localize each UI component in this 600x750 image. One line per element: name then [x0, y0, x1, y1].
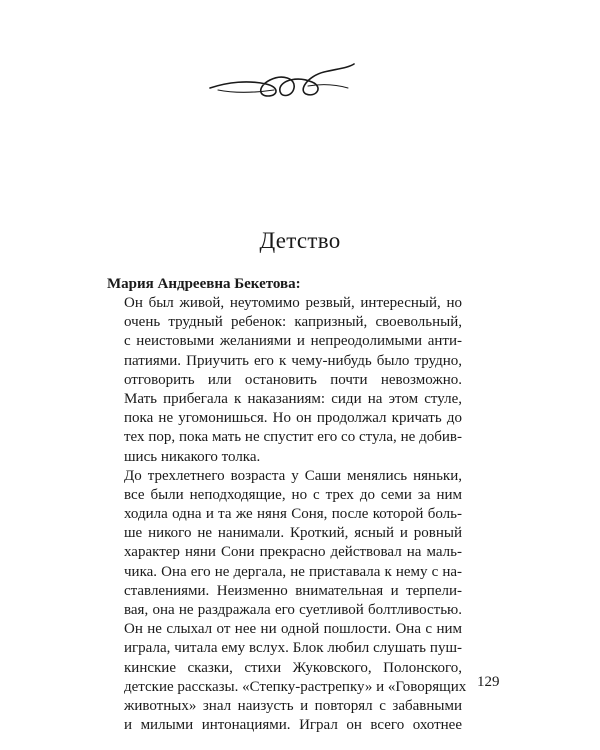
text-line: все были неподходящие, но с трех до семи за ним — [124, 486, 462, 503]
text-line: играла, читала ему вслух. Блок любил слушать пуш- — [124, 640, 462, 657]
text-line: очень трудный ребенок: капризный, своевольный, — [124, 314, 462, 331]
text-line: пока не угомонишься. Но он продолжал кричать до — [124, 410, 462, 427]
text-line: ше никого не нанимали. Кроткий, ясный и ровный — [124, 525, 462, 542]
page-number: 129 — [477, 674, 500, 690]
text-line: патиями. Приучить его к чему-нибудь было трудно, — [124, 352, 462, 369]
text-line: шись никакого толка. — [124, 448, 261, 465]
text-line: детские рассказы. «Степку-растрепку» и «Говорящих — [124, 678, 467, 695]
text-line: отговорить или остановить почти невозможно. — [124, 371, 462, 388]
text-line: ставлениями. Неизменно внимательная и терпели- — [124, 582, 462, 599]
text-line: Он не слыхал от нее ни одной пошлости. Она с ним — [124, 621, 462, 638]
text-line: чика. Она его не дергала, не приставала к нему с на- — [124, 563, 462, 580]
text-line: Он был живой, неутомимо резвый, интересный, но — [124, 295, 462, 311]
text-line: животных» знал наизусть и повторял с забавными — [124, 697, 462, 714]
text-line: Мать прибегала к наказаниям: сиди на этом стуле, — [124, 390, 462, 407]
text-line: тех пор, пока мать не спустит его со стула, не добив- — [124, 429, 462, 446]
text-line: кинские сказки, стихи Жуковского, Полонского, — [124, 659, 462, 676]
text-line: ходила одна и та же няня Соня, после которой боль- — [124, 506, 462, 523]
text-line: и милыми интонациями. Играл он всего охотнее — [124, 717, 462, 734]
text-line: с неистовыми желаниями и непреодолимыми анти- — [124, 333, 462, 350]
speaker-name: Мария Андреевна Бекетова: — [107, 276, 301, 292]
text-line: характер няни Сони прекрасно действовал на маль- — [124, 544, 462, 561]
body-text — [124, 294, 467, 735]
chapter-title: Детство — [259, 228, 341, 253]
text-line: вая, она не раздражала его суетливой болтливостью. — [124, 602, 462, 618]
text-line: До трехлетнего возраста у Саши менялись няньки, — [124, 467, 462, 484]
flourish-ornament — [208, 58, 356, 104]
